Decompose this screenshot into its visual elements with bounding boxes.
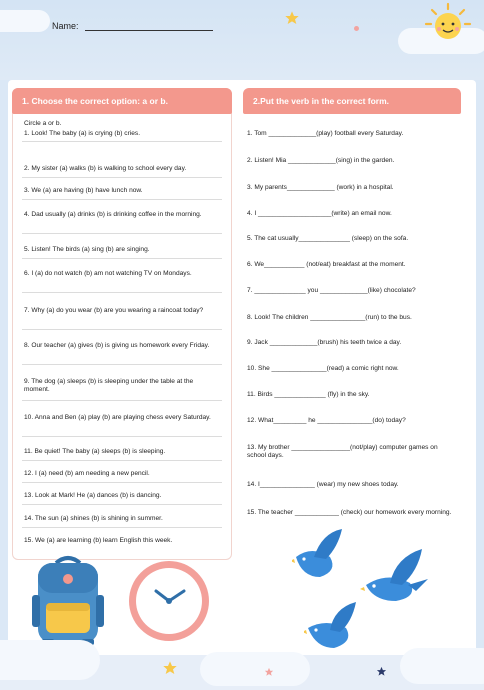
list-item[interactable]: 1. Tom _____________(play) football every Saturday.: [247, 130, 404, 137]
list-item[interactable]: 10. Anna and Ben (a) play (b) are playing chess every Saturday.: [24, 414, 211, 421]
list-item[interactable]: 2. My sister (a) walks (b) is walking to school every day.: [24, 165, 187, 172]
list-item[interactable]: 4. Dad usually (a) drinks (b) is drinking coffee in the morning.: [24, 211, 202, 218]
list-item[interactable]: 3. We (a) are having (b) have lunch now.: [24, 187, 143, 194]
dot-decoration: [354, 26, 359, 31]
star-icon: [162, 660, 178, 676]
bird-icon: [304, 600, 364, 656]
list-item[interactable]: 11. Birds ______________ (fly) in the sky.: [247, 391, 370, 398]
list-item[interactable]: 8. Look! The children _______________(run) to the bus.: [247, 314, 412, 321]
bird-icon: [292, 527, 352, 585]
list-item[interactable]: 9. The dog (a) sleeps (b) is sleeping under the table at the moment.: [24, 378, 194, 394]
list-item[interactable]: 10. She _______________(read) a comic right now.: [247, 365, 399, 372]
list-item[interactable]: 6. I (a) do not watch (b) am not watching TV on Mondays.: [24, 270, 192, 277]
cloud-decoration: [200, 652, 310, 686]
part1-panel: [12, 88, 232, 560]
cloud-decoration: [400, 648, 484, 684]
name-label: Name:: [52, 21, 79, 31]
list-item[interactable]: 12. What_________ he _______________(do) today?: [247, 417, 406, 424]
name-field[interactable]: [52, 21, 213, 31]
cloud-decoration: [0, 640, 100, 680]
list-item[interactable]: 11. Be quiet! The baby (a) sleeps (b) is sleeping.: [24, 448, 166, 455]
bird-icon: [360, 545, 432, 605]
part2-title: 2.Put the verb in the correct form.: [243, 88, 461, 114]
list-item[interactable]: 9. Jack _____________(brush) his teeth twice a day.: [247, 339, 402, 346]
name-blank[interactable]: [85, 23, 213, 31]
list-item[interactable]: 7. ______________ you _____________(like) chocolate?: [247, 287, 416, 294]
star-icon: [284, 10, 300, 26]
list-item[interactable]: 5. The cat usually______________ (sleep) on the sofa.: [247, 235, 409, 242]
clock-icon: [126, 558, 212, 644]
list-item[interactable]: 6. We___________ (not/eat) breakfast at the moment.: [247, 261, 406, 268]
list-item[interactable]: 4. I ____________________(write) an email now.: [247, 210, 392, 217]
list-item[interactable]: 13. My brother ________________(not/play) computer games on school days.: [247, 444, 438, 460]
sun-icon: [422, 2, 474, 46]
part1-title: 1. Choose the correct option: a or b.: [12, 88, 232, 114]
list-item[interactable]: 15. The teacher ____________ (check) our homework every morning.: [247, 509, 452, 516]
list-item[interactable]: 2. Listen! Mia _____________(sing) in the garden.: [247, 157, 395, 164]
list-item[interactable]: 1. Look! The baby (a) is crying (b) cries.: [24, 130, 141, 137]
star-icon: [264, 667, 274, 677]
star-icon: [376, 666, 387, 677]
list-item[interactable]: 8. Our teacher (a) gives (b) is giving us homework every Friday.: [24, 342, 210, 349]
cloud-decoration: [0, 10, 50, 32]
list-item[interactable]: 15. We (a) are learning (b) learn English this week.: [24, 537, 173, 544]
list-item[interactable]: 13. Look at Mark! He (a) dances (b) is dancing.: [24, 492, 162, 499]
list-item[interactable]: 5. Listen! The birds (a) sing (b) are singing.: [24, 246, 150, 253]
backpack-icon: [28, 555, 108, 647]
list-item[interactable]: 14. The sun (a) shines (b) is shining in summer.: [24, 515, 163, 522]
part1-instruction: Circle a or b.: [24, 120, 62, 127]
list-item[interactable]: 7. Why (a) do you wear (b) are you wearing a raincoat today?: [24, 307, 204, 314]
list-item[interactable]: 14. I_______________ (wear) my new shoes today.: [247, 481, 399, 488]
list-item[interactable]: 3. My parents_____________ (work) in a hospital.: [247, 184, 394, 191]
list-item[interactable]: 12. I (a) need (b) am needing a new pencil.: [24, 470, 150, 477]
